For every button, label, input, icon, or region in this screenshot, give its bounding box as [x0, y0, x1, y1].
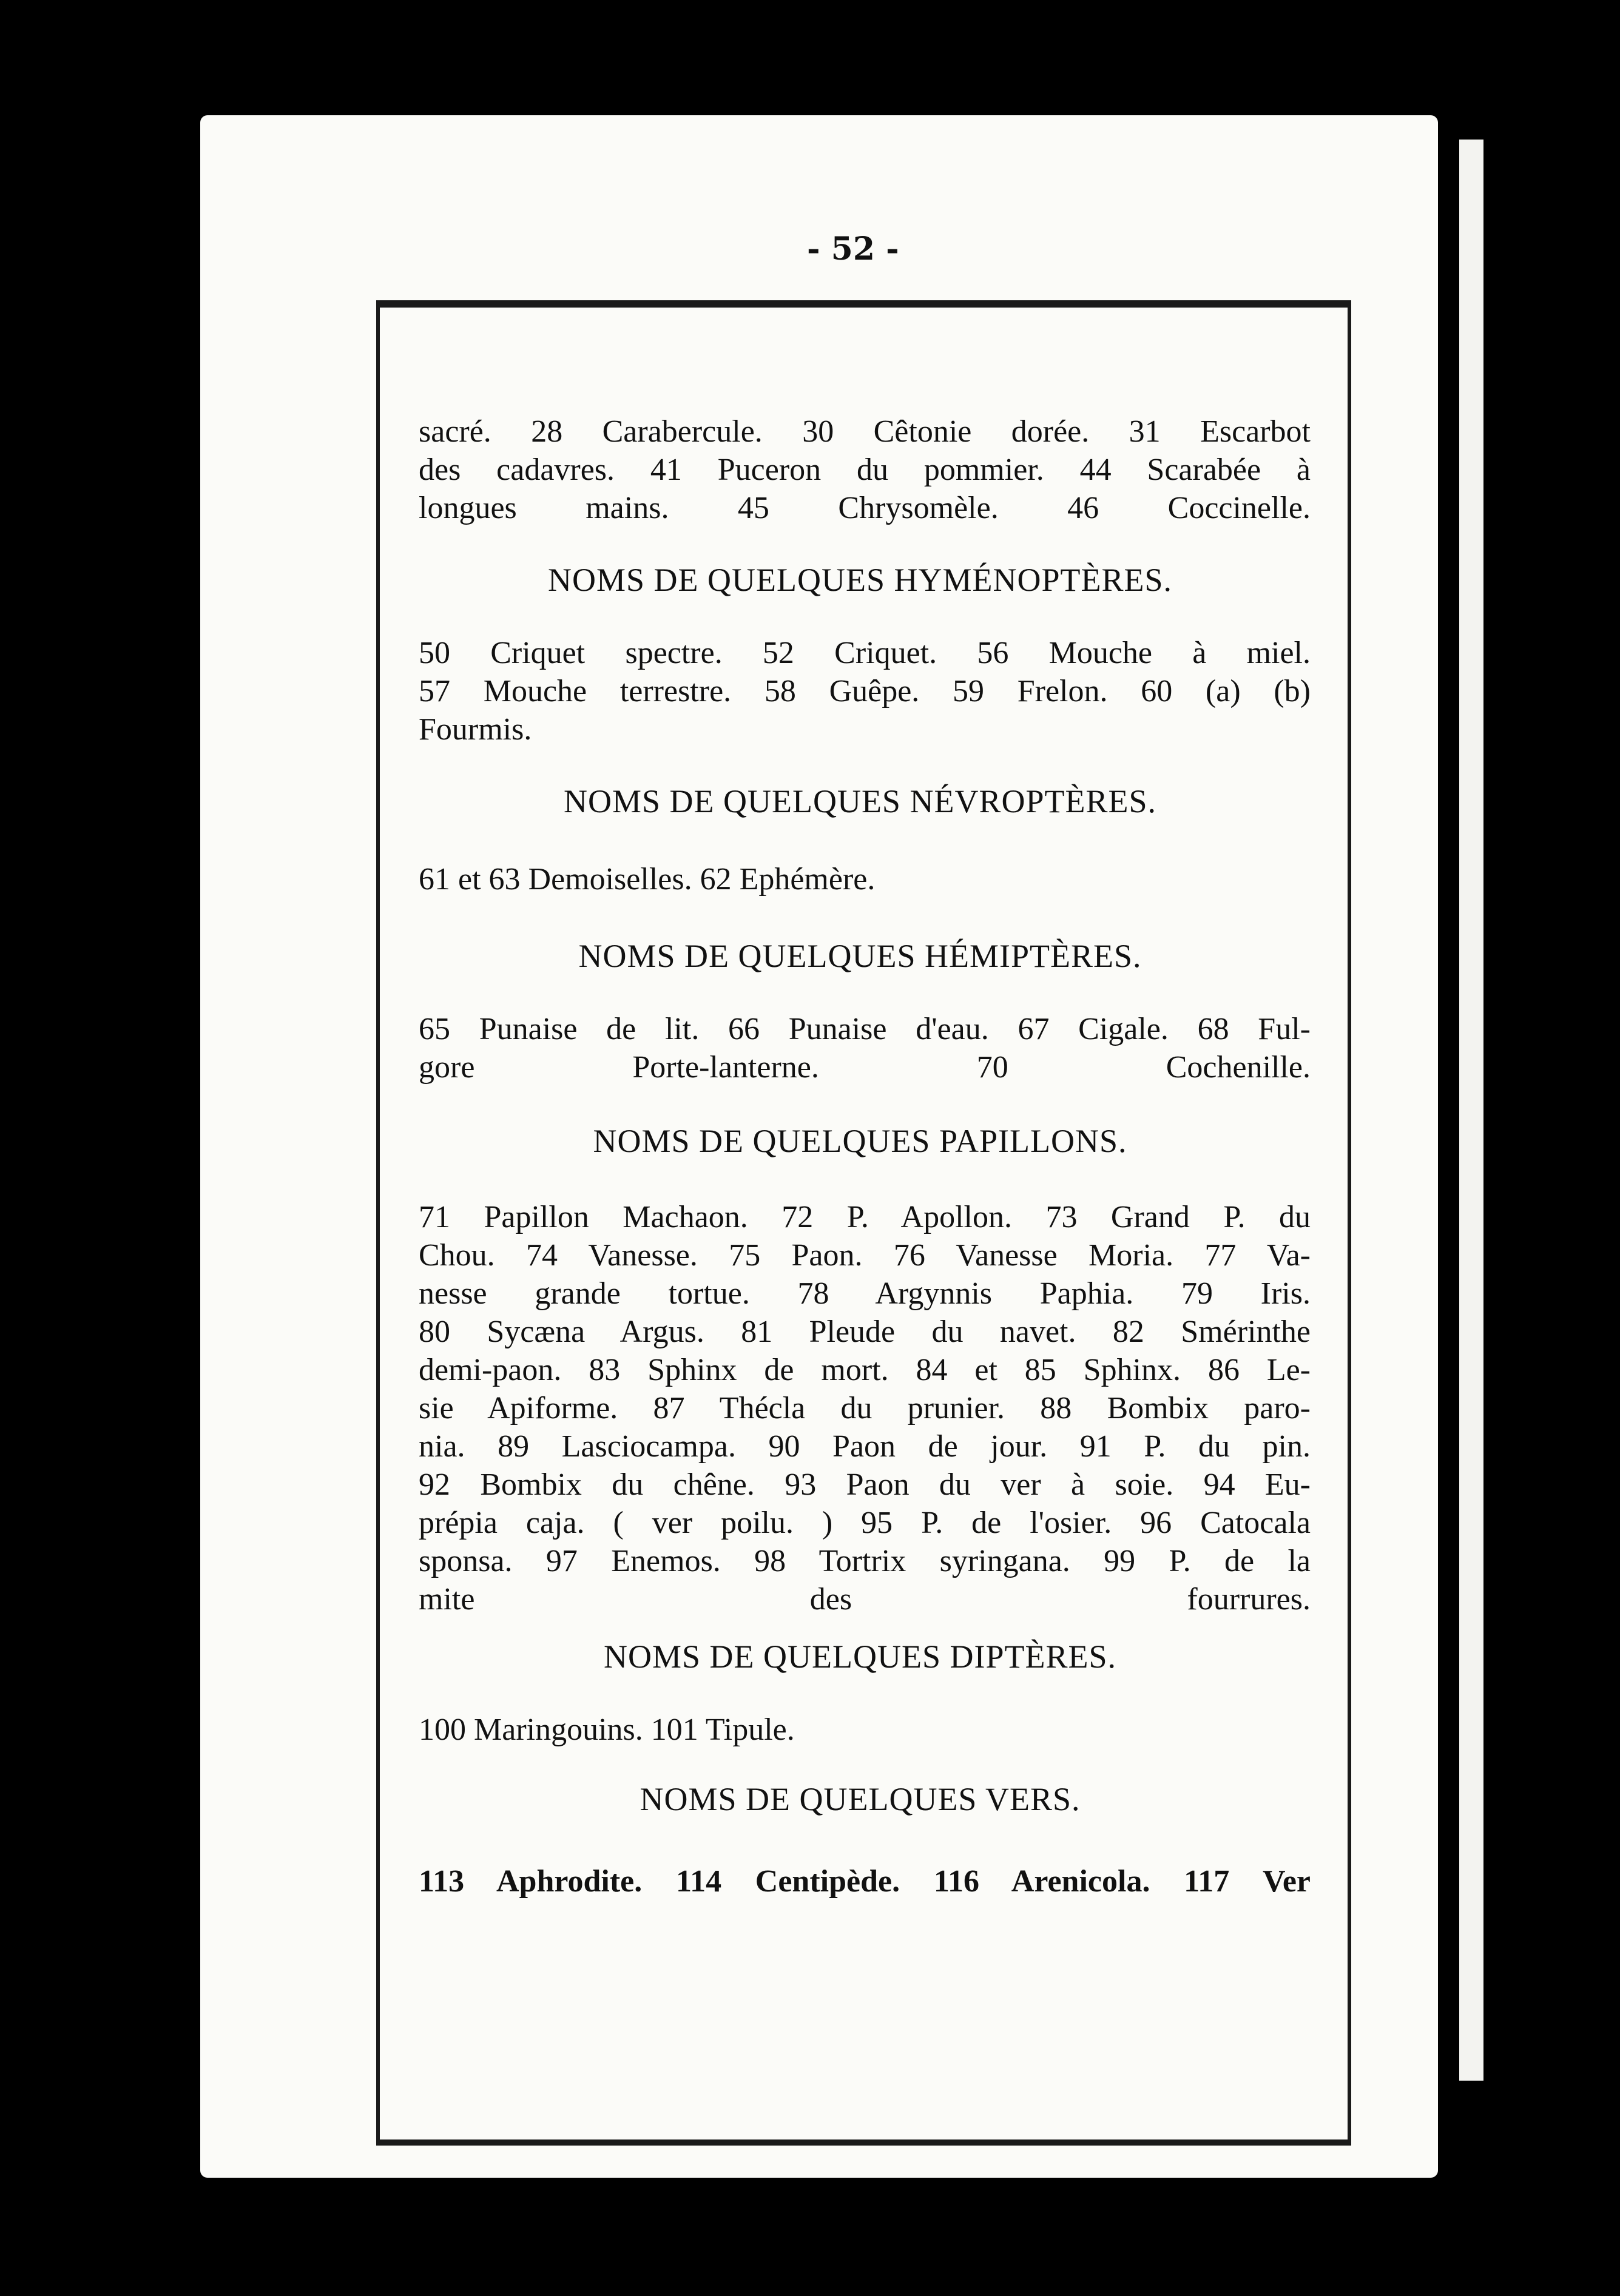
text-line: 50 Criquet spectre. 52 Criquet. 56 Mouche à miel. — [419, 636, 1311, 670]
text-line: 113 Aphrodite. 114 Centipède. 116 Arenicola. 117 Ver — [419, 1864, 1311, 1899]
text-line: 80 Sycæna Argus. 81 Pleude du navet. 82 Smérinthe — [419, 1315, 1311, 1349]
text-line: 65 Punaise de lit. 66 Punaise d'eau. 67 Cigale. 68 Ful- — [419, 1012, 1311, 1046]
heading-dipteres: NOMS DE QUELQUES DIPTÈRES. — [603, 1638, 1117, 1675]
text-line: nia. 89 Lasciocampa. 90 Paon de jour. 91 P. du pin. — [419, 1429, 1311, 1464]
heading-papillons: NOMS DE QUELQUES PAPILLONS. — [593, 1123, 1127, 1159]
text-line: gore Porte-lanterne. 70 Cochenille. — [419, 1050, 1311, 1085]
paragraph-coleopteres — [419, 412, 1311, 527]
paragraph-dipteres — [419, 1711, 1311, 1749]
heading-hemipteres: NOMS DE QUELQUES HÉMIPTÈRES. — [578, 938, 1142, 974]
text-line: longues mains. 45 Chrysomèle. 46 Coccinelle. — [419, 491, 1311, 525]
text-line: 100 Maringouins. 101 Tipule. — [419, 1712, 795, 1747]
text-line: nesse grande tortue. 78 Argynnis Paphia. 79 Iris. — [419, 1276, 1311, 1311]
page-number: - 52 - — [807, 231, 899, 268]
paragraph-hemipteres — [419, 1010, 1311, 1086]
text-line: sie Apiforme. 87 Thécla du prunier. 88 Bombix paro- — [419, 1391, 1311, 1426]
paragraph-hymenopteres — [419, 634, 1311, 749]
text-line: sponsa. 97 Enemos. 98 Tortrix syringana. 99 P. de la — [419, 1544, 1311, 1578]
text-line: Chou. 74 Vanesse. 75 Paon. 76 Vanesse Moria. 77 Va- — [419, 1238, 1311, 1273]
paragraph-papillons — [419, 1198, 1311, 1618]
text-line: 71 Papillon Machaon. 72 P. Apollon. 73 Grand P. du — [419, 1200, 1311, 1234]
heading-vers: NOMS DE QUELQUES VERS. — [640, 1781, 1081, 1817]
text-line: Fourmis. — [419, 712, 532, 747]
text-line: des cadavres. 41 Puceron du pommier. 44 Scarabée à — [419, 453, 1311, 487]
paragraph-vers — [419, 1862, 1311, 1900]
text-line: demi-paon. 83 Sphinx de mort. 84 et 85 Sphinx. 86 Le- — [419, 1353, 1311, 1387]
heading-hymenopteres: NOMS DE QUELQUES HYMÉNOPTÈRES. — [547, 562, 1173, 598]
text-line: 61 et 63 Demoiselles. 62 Ephémère. — [419, 862, 876, 897]
text-line: sacré. 28 Carabercule. 30 Cêtonie dorée. 31 Escarbot — [419, 414, 1311, 449]
text-line: prépia caja. ( ver poilu. ) 95 P. de l'osier. 96 Catocala — [419, 1506, 1311, 1540]
paragraph-nevropteres — [419, 860, 1311, 898]
next-page-edge — [1459, 140, 1483, 2081]
text-line: 57 Mouche terrestre. 58 Guêpe. 59 Frelon. 60 (a) (b) — [419, 674, 1311, 709]
text-line: mite des fourrures. — [419, 1582, 1311, 1617]
text-line: 92 Bombix du chêne. 93 Paon du ver à soie. 94 Eu- — [419, 1467, 1311, 1502]
heading-nevropteres: NOMS DE QUELQUES NÉVROPTÈRES. — [563, 783, 1157, 820]
